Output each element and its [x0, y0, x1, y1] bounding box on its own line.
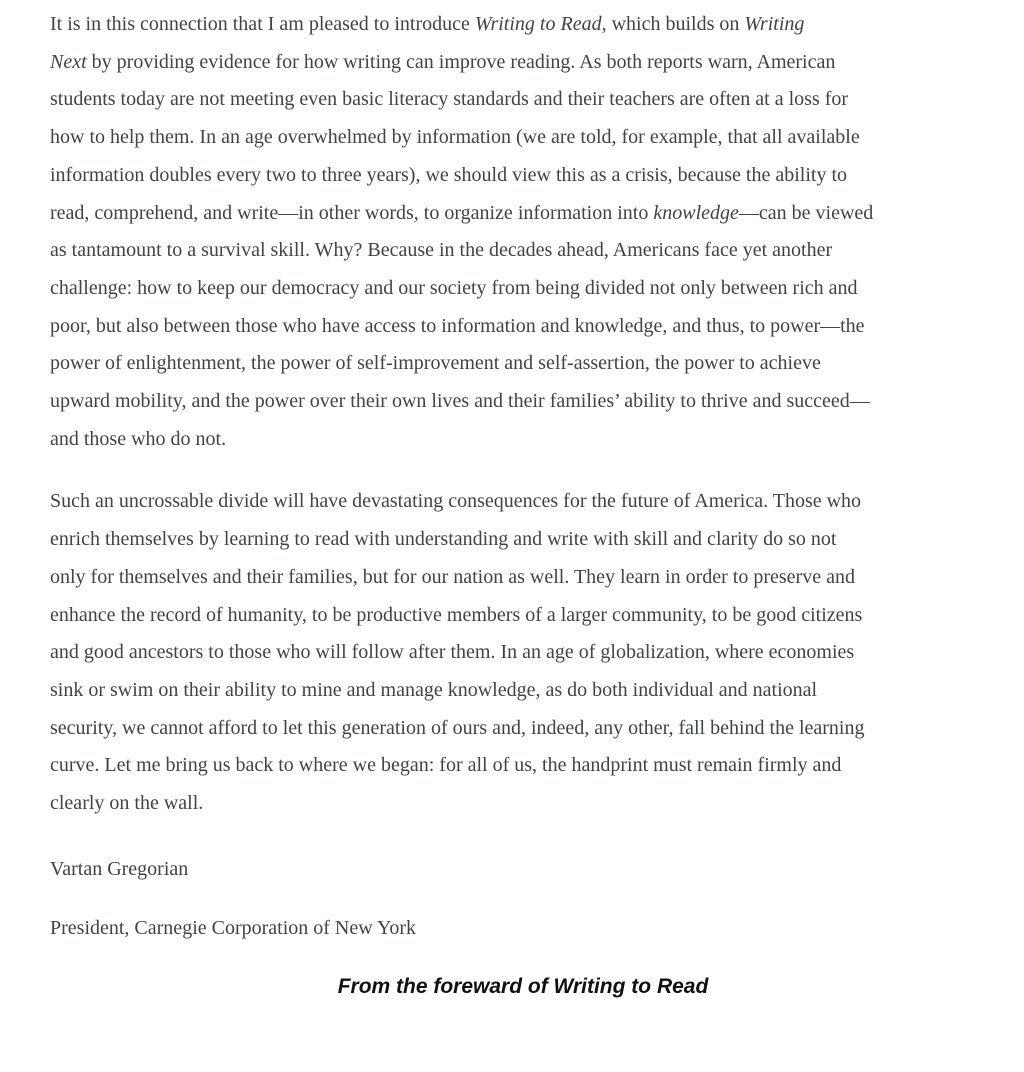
paragraph — [50, 6, 996, 458]
text-line — [50, 270, 996, 308]
text-segment: —can be viewed — [738, 201, 874, 224]
text-line — [50, 559, 996, 597]
text-segment: curve. Let me bring us back to where we began: for all of us, the handprint must remain firmly and — [50, 754, 842, 777]
text-line — [50, 672, 996, 710]
caption: From the foreward of Writing to Read — [337, 975, 709, 999]
text-segment: and those who do not. — [50, 427, 227, 450]
text-line — [50, 195, 996, 233]
text-segment: , which builds on — [601, 13, 745, 35]
text-segment: security, we cannot afford to let this generation of ours and, indeed, any other, fall behind the learning — [50, 716, 865, 739]
text-segment: only for themselves and their families, but for our nation as well. They learn in order to preserve and — [50, 565, 855, 588]
text-segment: Such an uncrossable divide will have devastating consequences for the future of America. Those who — [50, 490, 862, 513]
text-line — [50, 119, 996, 157]
text-segment: enrich themselves by learning to read with understanding and write with skill and clarity do so not — [50, 528, 837, 551]
text-line — [50, 710, 996, 748]
text-line — [50, 421, 996, 459]
text-line — [50, 383, 996, 421]
italic-text-segment: Writing — [744, 13, 805, 35]
text-segment: clearly on the wall. — [50, 792, 204, 815]
text-segment: poor, but also between those who have access to information and knowledge, and thus, to power—the — [50, 314, 865, 337]
italic-text-segment: knowledge — [653, 201, 739, 224]
text-line — [50, 747, 996, 785]
paragraph — [50, 483, 996, 822]
text-line — [50, 44, 996, 82]
signature-title: President, Carnegie Corporation of New York — [50, 917, 417, 940]
italic-text-segment: Next — [50, 50, 87, 73]
text-segment: upward mobility, and the power over their own lives and their families’ ability to thrive and succeed— — [50, 390, 870, 413]
text-segment: information doubles every two to three years), we should view this as a crisis, because the ability to — [50, 163, 848, 186]
text-line — [50, 232, 996, 270]
text-line — [50, 6, 996, 44]
text-segment: read, comprehend, and write—in other words, to organize information into — [50, 201, 654, 224]
text-line — [50, 597, 996, 635]
text-segment: how to help them. In an age overwhelmed by information (we are told, for example, that all available — [50, 126, 860, 149]
text-line — [50, 521, 996, 559]
signature-name: Vartan Gregorian — [50, 857, 189, 880]
text-segment: students today are not meeting even basic literacy standards and their teachers are often at a loss for — [50, 88, 849, 111]
text-line — [50, 81, 996, 119]
text-segment: and good ancestors to those who will follow after them. In an age of globalization, where economies — [50, 641, 855, 664]
text-line — [50, 345, 996, 383]
text-line — [50, 483, 996, 521]
text-line — [50, 634, 996, 672]
text-line — [50, 157, 996, 195]
document-body — [50, 6, 996, 823]
text-segment: enhance the record of humanity, to be productive members of a larger community, to be good citizens — [50, 603, 863, 626]
text-segment: sink or swim on their ability to mine and manage knowledge, as do both individual and national — [50, 678, 818, 701]
italic-text-segment: Writing to Read — [474, 13, 602, 35]
text-segment: power of enlightenment, the power of self-improvement and self-assertion, the power to achieve — [50, 352, 821, 375]
text-segment: challenge: how to keep our democracy and our society from being divided not only between rich and — [50, 276, 858, 299]
text-line — [50, 785, 996, 823]
text-segment: by providing evidence for how writing can improve reading. As both reports warn, American — [86, 50, 836, 73]
text-line — [50, 308, 996, 346]
text-segment: as tantamount to a survival skill. Why? Because in the decades ahead, Americans face yet another — [50, 239, 833, 262]
text-segment: It is in this connection that I am pleased to introduce — [50, 13, 475, 35]
